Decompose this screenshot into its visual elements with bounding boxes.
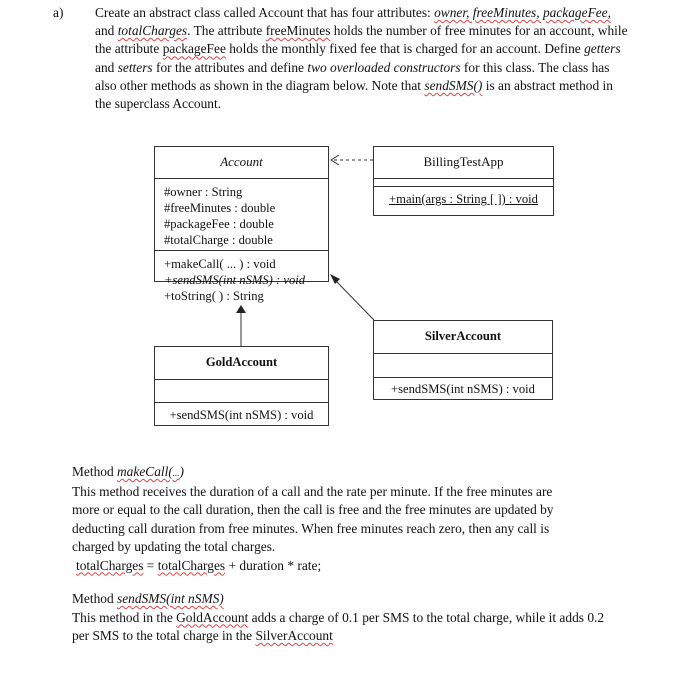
- method-tostring: +toString( ) : String: [164, 289, 264, 303]
- class-goldaccount-title: GoldAccount: [205, 355, 278, 369]
- makecall-name: makeCall(: [117, 464, 173, 479]
- billing-attributes: [374, 178, 553, 186]
- makecall-line-1: This method receives the duration of a call and the rate per minute. If the free minutes are: [72, 483, 553, 499]
- setters-term: setters: [117, 59, 153, 75]
- attribute-totalcharge: #totalCharge : double: [164, 233, 273, 247]
- intro-text: the superclass Account.: [95, 96, 222, 112]
- intro-text: and: [95, 23, 118, 39]
- intro-text: holds the monthly fixed fee that is charged for an account. Define: [225, 41, 585, 57]
- class-silveraccount-title: SilverAccount: [424, 329, 502, 343]
- intro-text: is an abstract method in: [482, 77, 613, 93]
- account-attributes: [155, 178, 328, 250]
- gold-methods: [155, 402, 328, 425]
- sendsms-section: [72, 590, 672, 646]
- getters-term: getters: [584, 41, 621, 57]
- sendsms-text: per SMS to the total charge in the: [72, 628, 256, 643]
- attr-packagefee: packageFee: [162, 41, 226, 57]
- formula-term: totalCharges: [157, 557, 226, 573]
- intro-text: and: [95, 59, 118, 75]
- account-methods: [155, 250, 328, 303]
- makecall-line-2: more or equal to the call duration, then the call is free and the free minutes are updated by: [72, 502, 554, 517]
- intro-text: also other methods as shown in the diagram below. Note that: [95, 77, 425, 93]
- makecall-line-3: deducting call duration from free minutes. When free minutes reach zero, then any call is: [72, 520, 550, 536]
- inheritance-arrowhead-gold: [236, 305, 246, 313]
- silveraccount-ref: SilverAccount: [255, 628, 333, 643]
- class-silveraccount: [373, 320, 553, 400]
- inheritance-arrowhead-silver: [330, 274, 340, 284]
- constructors-term: two overloaded constructors: [307, 59, 461, 75]
- method-gold-sendsms: +sendSMS(int nSMS) : void: [169, 408, 314, 422]
- formula-lhs: totalCharges: [76, 557, 144, 573]
- attribute-freeminutes: #freeMinutes : double: [164, 201, 276, 215]
- sendsms-line-1: [72, 609, 672, 628]
- class-account-title: Account: [220, 154, 263, 169]
- intro-text: the attribute: [95, 41, 163, 57]
- method-silver-sendsms: +sendSMS(int nSMS) : void: [391, 382, 535, 396]
- goldaccount-ref: GoldAccount: [176, 609, 249, 625]
- sendsms-text: adds a charge of 0.1 per SMS to the total charge, while it adds 0.2: [248, 609, 605, 625]
- class-billingtestapp-title: BillingTestApp: [423, 154, 504, 169]
- attribute-packagefee: #packageFee : double: [164, 217, 274, 231]
- class-billingtestapp: [373, 146, 554, 216]
- intro-text: Create an abstract class called Account that has four attributes:: [95, 5, 435, 20]
- sendsms-text: This method in the: [72, 609, 177, 625]
- makecall-heading: [72, 463, 672, 483]
- formula-rest: + duration * rate;: [225, 557, 322, 573]
- attribute-list: owner, freeMinutes, packageFee,: [434, 5, 611, 20]
- makecall-close: ): [179, 464, 185, 479]
- intro-text: . The attribute: [187, 23, 266, 39]
- attribute-owner: #owner : String: [164, 185, 243, 199]
- intro-text: for this class. The class has: [460, 59, 610, 75]
- attr-freeminutes: freeMinutes: [265, 23, 331, 39]
- intro-text: for the attributes and define: [152, 59, 308, 75]
- billing-methods: [374, 186, 553, 215]
- method-sendsms-abstract: +sendSMS(int nSMS) : void: [164, 273, 306, 287]
- heading-text: Method: [72, 464, 118, 479]
- intro-text: holds the number of free minutes for an account, while: [330, 23, 628, 39]
- silver-methods: [374, 377, 552, 399]
- heading-text: Method: [72, 591, 118, 606]
- sendsms-line-2: [72, 627, 672, 646]
- makecall-section: [72, 463, 672, 575]
- silver-attributes: [374, 353, 552, 377]
- makecall-formula: [72, 557, 672, 576]
- class-goldaccount: [154, 346, 329, 426]
- sendsms-name: sendSMS(int nSMS): [117, 591, 224, 606]
- item-label: a): [53, 5, 64, 20]
- attr-totalcharges: totalCharges: [117, 23, 188, 39]
- inheritance-line-silver: [334, 279, 374, 320]
- makecall-args: ...: [172, 468, 180, 478]
- class-account: [154, 146, 329, 303]
- sendsms-heading: [72, 590, 672, 609]
- makecall-line-4: charged by updating the total charges.: [72, 539, 276, 554]
- method-makecall: +makeCall( ... ) : void: [164, 257, 276, 271]
- sendsms-term: sendSMS(): [424, 77, 483, 93]
- gold-attributes: [155, 379, 328, 402]
- formula-eq: =: [143, 557, 158, 573]
- method-main: +main(args : String [ ]) : void: [389, 192, 538, 206]
